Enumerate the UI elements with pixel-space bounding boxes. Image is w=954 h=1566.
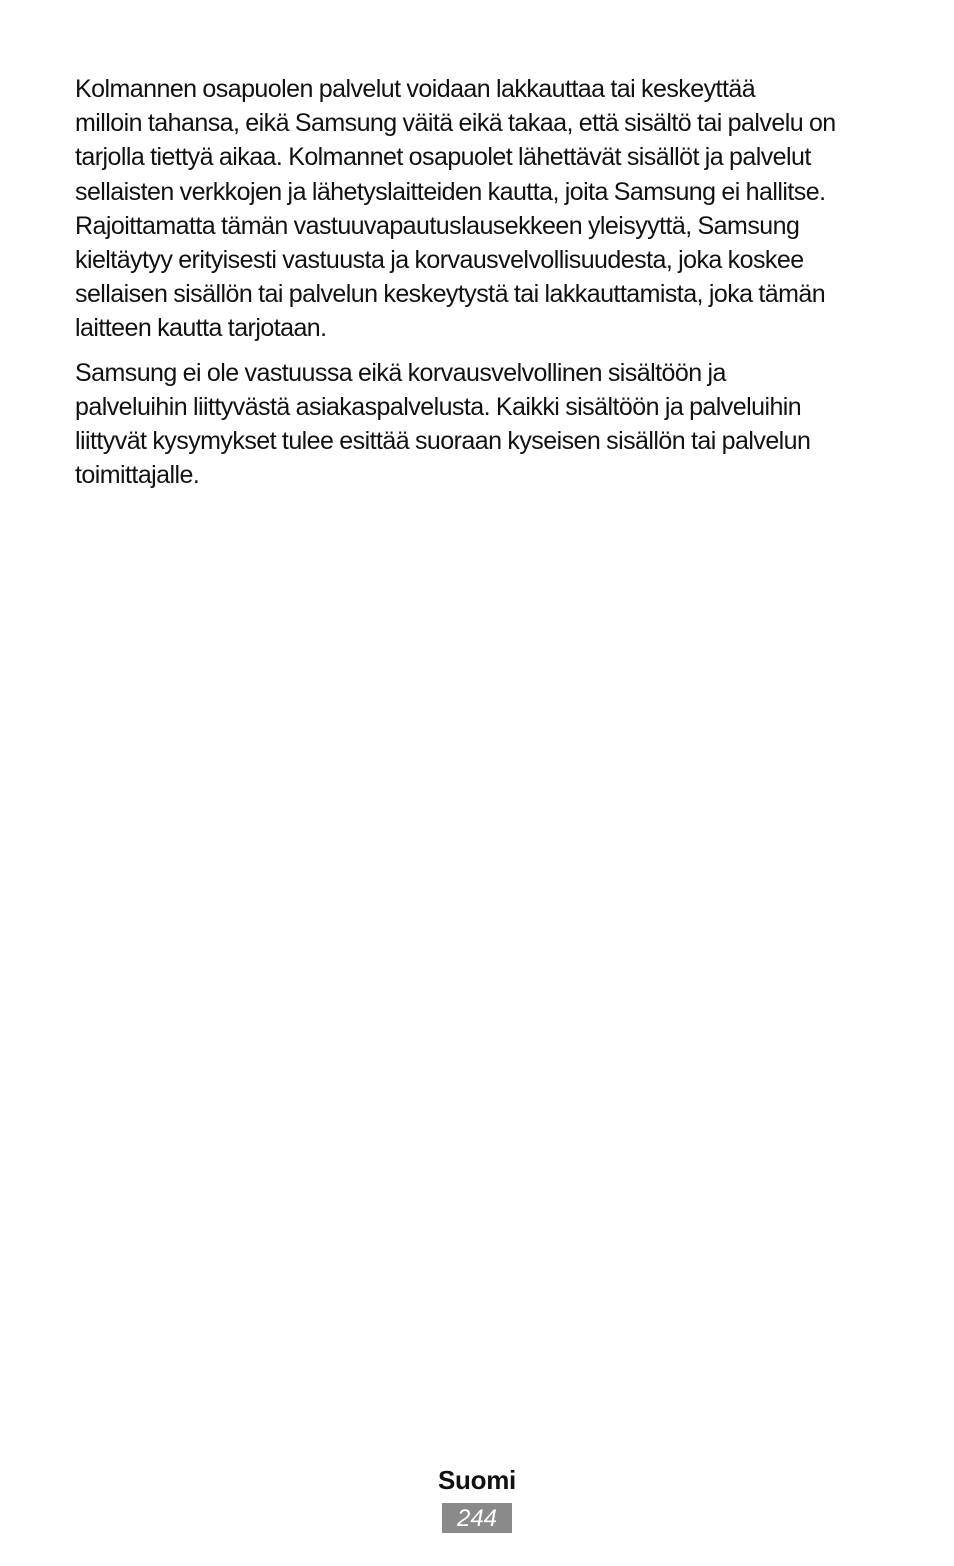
paragraph-customer-service <box>75 356 875 493</box>
text-line: sellaisen sisällön tai palvelun keskeytystä tai lakkauttamista, joka tämän <box>75 280 826 309</box>
text-line: liittyvät kysymykset tulee esittää suoraan kyseisen sisällön tai palvelun <box>75 427 811 456</box>
text-line: kieltäytyy erityisesti vastuusta ja korvausvelvollisuudesta, joka koskee <box>75 246 804 275</box>
language-label: Suomi <box>438 1465 516 1495</box>
text-line: milloin tahansa, eikä Samsung väitä eikä takaa, että sisältö tai palvelu on <box>75 109 836 138</box>
text-line: Samsung ei ole vastuussa eikä korvausvelvollinen sisältöön ja <box>75 358 726 387</box>
text-line: tarjolla tiettyä aikaa. Kolmannet osapuolet lähettävät sisällöt ja palvelut <box>75 143 811 172</box>
text-line: laitteen kautta tarjotaan. <box>75 314 327 343</box>
text-line: sellaisten verkkojen ja lähetyslaitteiden kautta, joita Samsung ei hallitse. <box>75 177 826 206</box>
text-line: palveluihin liittyvästä asiakaspalvelusta. Kaikki sisältöön ja palveluihin <box>75 392 802 421</box>
text-line: Rajoittamatta tämän vastuuvapautuslausekkeen yleisyyttä, Samsung <box>75 211 800 240</box>
page-number-badge: 244 <box>442 1503 512 1533</box>
page-footer <box>0 1463 954 1533</box>
document-body <box>75 72 875 502</box>
paragraph-third-party-services <box>75 72 875 346</box>
text-line: toimittajalle. <box>75 461 200 490</box>
text-line: Kolmannen osapuolen palvelut voidaan lakkauttaa tai keskeyttää <box>75 75 756 103</box>
